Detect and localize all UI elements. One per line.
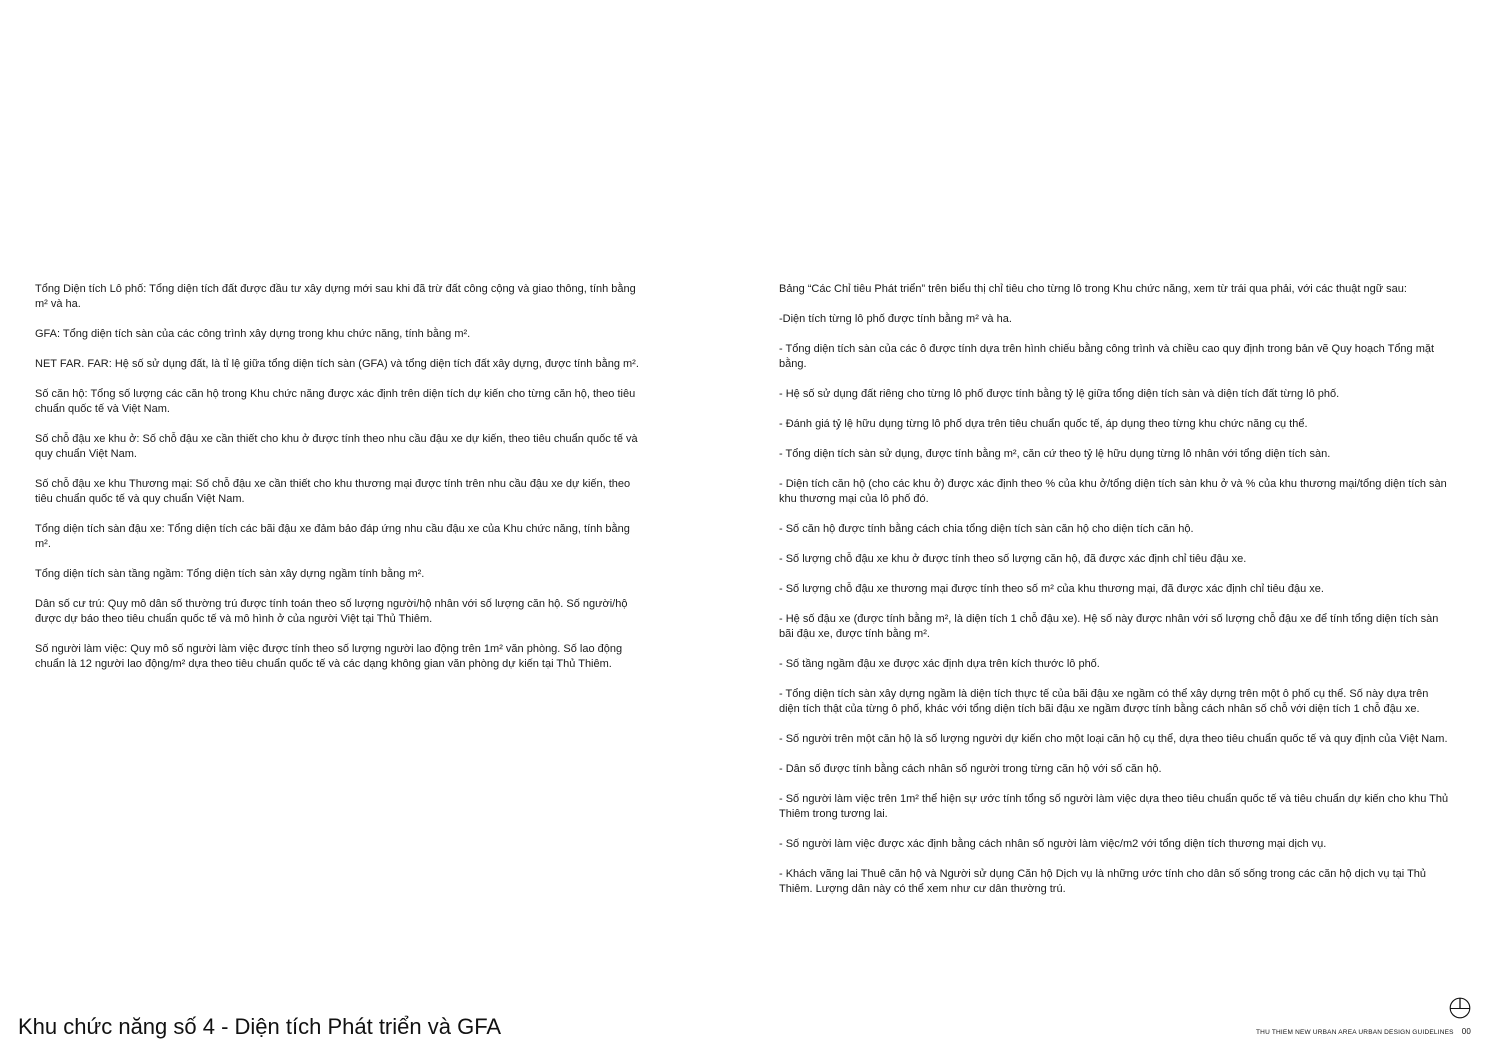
list-item: - Tổng diện tích sàn sử dụng, được tính bằng m², căn cứ theo tỷ lệ hữu dụng từng lô nhân với tổng diện tích sàn. — [779, 448, 1331, 460]
left-column — [35, 282, 641, 687]
paragraph-far: NET FAR. FAR: Hệ số sử dụng đất, là tỉ lệ giữa tổng diện tích sàn (GFA) và tổng diện tích đất xây dựng, được tính bằng m². — [35, 358, 639, 370]
paragraph-gfa: GFA: Tổng diện tích sàn của các công trình xây dựng trong khu chức năng, tính bằng m². — [35, 328, 471, 340]
list-item: - Đánh giá tỷ lệ hữu dụng từng lô phố dựa trên tiêu chuẩn quốc tế, áp dụng theo từng khu chức năng cụ thể. — [779, 418, 1308, 430]
paragraph-basement-floor-area: Tổng diện tích sàn tầng ngầm: Tổng diện tích sàn xây dựng ngầm tính bằng m². — [35, 568, 425, 580]
list-item: - Số người làm việc trên 1m² thể hiện sự ước tính tổng số người làm việc dựa theo tiêu chuẩn quốc tế và tiêu chuẩn dự kiến cho khu Thủ Thiêm trong tương lai. — [779, 793, 1449, 820]
paragraph-table-intro: Bảng “Các Chỉ tiêu Phát triển” trên biểu thị chỉ tiêu cho từng lô trong Khu chức năng, xem từ trái qua phải, với các thuật ngữ sau: — [779, 283, 1407, 295]
list-item: - Số người làm việc được xác định bằng cách nhân số người làm việc/m2 với tổng diện tích thương mại dịch vụ. — [779, 838, 1327, 850]
paragraph-commercial-parking: Số chỗ đậu xe khu Thương mại: Số chỗ đậu xe cần thiết cho khu thương mại được tính trên nhu cầu đậu xe dự kiến, theo tiêu chuẩn quốc tế và quy chuẩn Việt Nam. — [35, 478, 631, 505]
paragraph-parking-floor-area: Tổng diện tích sàn đậu xe: Tổng diện tích các bãi đậu xe đảm bảo đáp ứng nhu cầu đậu xe của Khu chức năng, tính bằng m². — [35, 523, 630, 550]
page-title: Khu chức năng số 4 - Diện tích Phát triển và GFA — [18, 1014, 502, 1039]
paragraph-apartment-count: Số căn hộ: Tổng số lượng các căn hộ trong Khu chức năng được xác định trên diện tích dự kiến cho từng căn hộ, theo tiêu chuẩn quốc tế và Việt Nam. — [35, 388, 636, 415]
list-item: - Số căn hộ được tính bằng cách chia tổng diện tích sàn căn hộ cho diện tích căn hộ. — [779, 523, 1194, 535]
paragraph-total-block-area: Tổng Diện tích Lô phố: Tổng diện tích đất được đầu tư xây dựng mới sau khi đã trừ đất công cộng và giao thông, tính bằng m² và ha. — [35, 283, 636, 310]
list-item: - Số tầng ngầm đậu xe được xác định dựa trên kích thước lô phố. — [779, 658, 1100, 670]
paragraph-resident-population: Dân số cư trú: Quy mô dân số thường trú được tính toán theo số lượng người/hộ nhân với số lượng căn hộ. Số người/hộ được dự báo theo tiêu chuẩn quốc tế và mô hình ở của người Việt tại Thủ Thiêm. — [35, 598, 628, 625]
list-item: - Số người trên một căn hộ là số lượng người dự kiến cho một loại căn hộ cụ thể, dựa theo tiêu chuẩn quốc tế và quy định của Việt Nam. — [779, 733, 1448, 745]
list-item: - Số lượng chỗ đậu xe thương mại được tính theo số m² của khu thương mại, đã được xác định chỉ tiêu đậu xe. — [779, 583, 1324, 595]
list-item: - Hệ số sử dụng đất riêng cho từng lô phố được tính bằng tỷ lệ giữa tổng diện tích sàn và diện tích đất từng lô phố. — [779, 388, 1340, 400]
list-item: - Diện tích căn hộ (cho các khu ở) được xác định theo % của khu ở/tổng diện tích sàn khu ở và % của khu thương mại/tổng diện tích sàn khu thương mại của lô phố đó. — [779, 478, 1447, 505]
list-item: - Số lượng chỗ đậu xe khu ở được tính theo số lượng căn hộ, đã được xác định chỉ tiêu đậu xe. — [779, 553, 1247, 565]
paragraph-residential-parking: Số chỗ đậu xe khu ở: Số chỗ đậu xe cần thiết cho khu ở được tính theo nhu cầu đậu xe dự kiến, theo tiêu chuẩn quốc tế và quy chuẩn Việt Nam. — [35, 433, 638, 460]
list-item: - Tổng diện tích sàn xây dựng ngầm là diện tích thực tế của bãi đậu xe ngầm có thể xây dựng trên một ô phố cụ thể. Số này dựa trên diện tích thật của từng ô phố, khác với tổng diện tích bãi đậu xe ngầm được tính bằng cách nhân số chỗ với diện tích 1 chỗ đậu xe. — [779, 688, 1429, 715]
north-arrow-icon — [1449, 997, 1471, 1019]
list-item: - Dân số được tính bằng cách nhân số người trong từng căn hộ với số căn hộ. — [779, 763, 1162, 775]
list-item: - Hệ số đậu xe (được tính bằng m², là diện tích 1 chỗ đậu xe). Hệ số này được nhân với số lượng chỗ đậu xe để tính tổng diện tích sàn bãi đậu xe, được tính bằng m². — [779, 613, 1439, 640]
page-number: 00 — [1461, 1027, 1471, 1036]
paragraph-workers: Số người làm việc: Quy mô số người làm việc được tính theo số lượng người lao động trên 1m² văn phòng. Số lao động chuẩn là 12 người lao động/m² dựa theo tiêu chuẩn quốc tế và các dạng không gian văn phòng dự kiến tại Thủ Thiêm. — [35, 643, 623, 670]
document-name: THU THIEM NEW URBAN AREA URBAN DESIGN GUIDELINES — [1256, 1029, 1454, 1036]
right-column — [779, 282, 1449, 912]
document-footer — [1256, 1027, 1471, 1038]
list-item: - Tổng diện tích sàn của các ô được tính dựa trên hình chiếu bằng công trình và chiều cao quy định trong bản vẽ Quy hoạch Tổng mặt bằng. — [779, 343, 1435, 370]
list-item: -Diện tích từng lô phố được tính bằng m² và ha. — [779, 313, 1012, 325]
list-item: - Khách vãng lai Thuê căn hộ và Người sử dụng Căn hộ Dịch vụ là những ước tính cho dân số sống trong các căn hộ dịch vụ tại Thủ Thiêm. Lượng dân này có thể xem như cư dân thường trú. — [779, 868, 1427, 895]
